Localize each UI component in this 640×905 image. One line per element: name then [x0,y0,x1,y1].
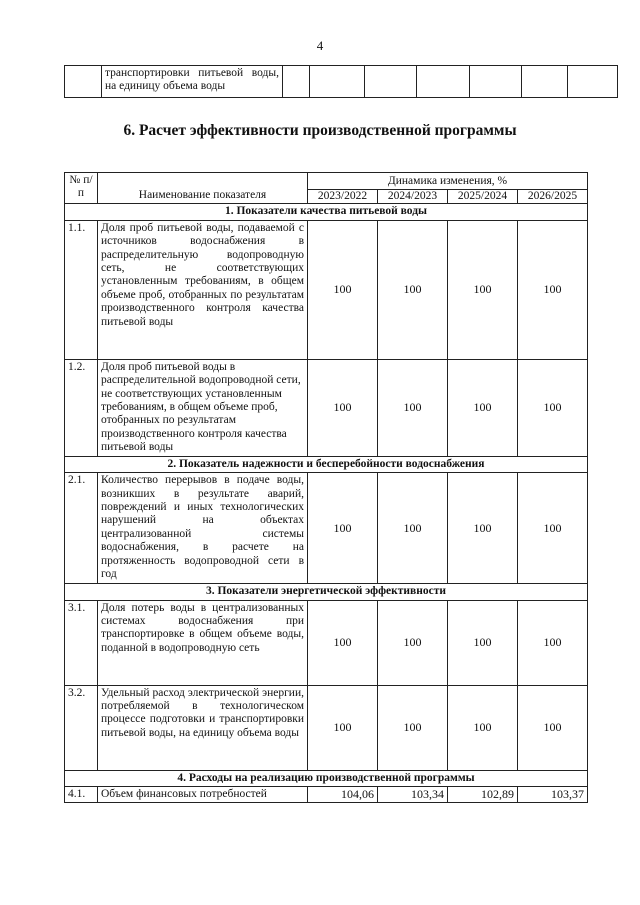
row-value: 100 [308,685,378,770]
table-cell [310,66,365,98]
table-cell [365,66,417,98]
table-cell [65,66,102,98]
row-value: 100 [378,220,448,359]
row-name: Доля проб питьевой воды, подаваемой с источников водоснабжения в распределительную водопроводную сеть, не соответствующих установленным требованиям, в общем объеме проб, отобранных по результатам производственного контроля качества питьевой воды [98,220,308,359]
row-value: 100 [448,359,518,456]
table-cell [417,66,470,98]
row-value: 100 [448,685,518,770]
row-value: 104,06 [308,787,378,803]
table-cell [283,66,310,98]
row-value: 100 [378,685,448,770]
table-row [65,685,588,770]
row-number: 2.1. [65,473,98,584]
row-value: 103,37 [518,787,588,803]
row-name: Удельный расход электрической энергии, потребляемой в технологическом процессе подготовки и транспортировки питьевой воды, на единицу объема воды [98,685,308,770]
row-value: 100 [518,685,588,770]
header-year: 2024/2023 [378,190,448,204]
table-row [65,66,618,98]
header-year: 2025/2024 [448,190,518,204]
row-value: 100 [448,600,518,685]
row-value: 100 [308,600,378,685]
efficiency-table [64,172,588,803]
row-number: 3.2. [65,685,98,770]
table-row [65,220,588,359]
row-name: Объем финансовых потребностей [98,787,308,803]
section-heading: 6. Расчет эффективности производственной программы [123,122,517,139]
row-value: 103,34 [378,787,448,803]
section-title: 1. Показатели качества питьевой воды [65,204,588,220]
row-number: 4.1. [65,787,98,803]
row-value: 100 [308,473,378,584]
section-row [65,770,588,786]
row-number: 1.1. [65,220,98,359]
row-value: 102,89 [448,787,518,803]
table-row [65,473,588,584]
row-name: Количество перерывов в подаче воды, возникших в результате аварий, повреждений и иных технологических нарушений на объектах централизованной системы водоснабжения, в расчете на протяженность водопроводной сети в год [98,473,308,584]
header-year: 2023/2022 [308,190,378,204]
row-value: 100 [518,600,588,685]
continued-table-fragment [64,65,618,98]
row-name: Доля потерь воды в централизованных системах водоснабжения при транспортировке в общем объеме воды, поданной в водопроводную сеть [98,600,308,685]
row-number: 1.2. [65,359,98,456]
row-value: 100 [518,359,588,456]
row-value: 100 [308,220,378,359]
header-num: № п/п [65,173,98,204]
row-value: 100 [518,220,588,359]
table-row [65,359,588,456]
table-row [65,600,588,685]
section-row [65,456,588,472]
row-value: 100 [378,359,448,456]
table-cell-name: транспортировки питьевой воды, на единицу объема воды [102,66,283,98]
section-row [65,204,588,220]
row-value: 100 [448,473,518,584]
page-number: 4 [316,38,324,53]
header-year: 2026/2025 [518,190,588,204]
row-value: 100 [378,473,448,584]
row-number: 3.1. [65,600,98,685]
section-title: 4. Расходы на реализацию производственной программы [65,770,588,786]
row-name: Доля проб питьевой воды в распределительной водопроводной сети, не соответствующих установленным требованиям, в общем объеме проб, отобранных по результатам производственного контроля качества питьевой воды [98,359,308,456]
header-name: Наименование показателя [98,173,308,204]
table-cell [470,66,522,98]
table-cell [522,66,568,98]
header-dynamics: Динамика изменения, % [308,173,588,190]
section-title: 3. Показатели энергетической эффективности [65,584,588,600]
row-value: 100 [378,600,448,685]
row-value: 100 [308,359,378,456]
section-row [65,584,588,600]
table-cell [568,66,618,98]
row-value: 100 [518,473,588,584]
header-row [65,173,588,190]
table-row [65,787,588,803]
row-value: 100 [448,220,518,359]
section-title: 2. Показатель надежности и бесперебойности водоснабжения [65,456,588,472]
